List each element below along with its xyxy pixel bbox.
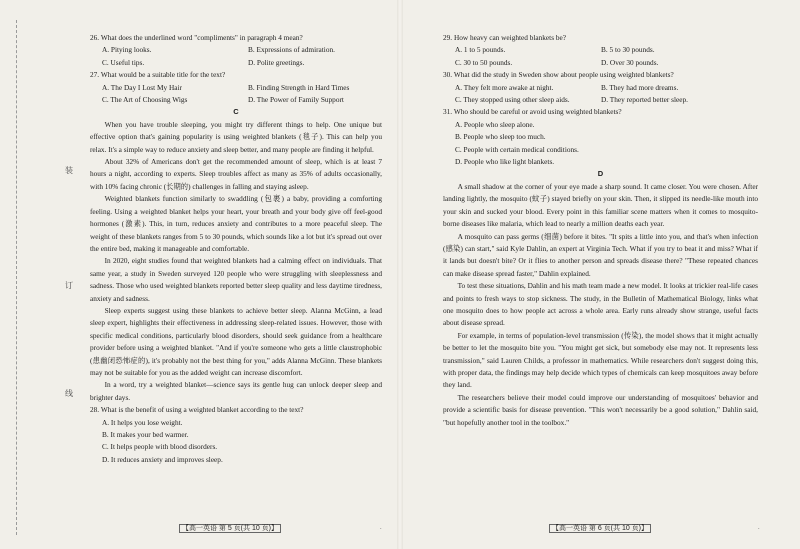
option-b: B. Finding Strength in Hard Times <box>248 82 350 92</box>
option-d: D. It reduces anxiety and improves sleep. <box>102 454 223 464</box>
option-c: C. Useful tips. <box>102 57 145 67</box>
option-a: A. 1 to 5 pounds. <box>455 45 506 55</box>
option-a: A. Pitying looks. <box>102 45 152 55</box>
corner-mark: · <box>757 524 760 533</box>
page-number-label: 【高一英语 第 5 页(共 10 页)】 <box>179 524 281 533</box>
question-stem: 29. How heavy can weighted blankets be? <box>443 33 566 42</box>
option-d: D. People who like light blankets. <box>455 157 555 167</box>
option-b: B. People who sleep too much. <box>455 132 546 142</box>
question-29 <box>443 32 758 69</box>
option-c: C. People with certain medical conditions. <box>455 144 579 154</box>
question-stem: 26. What does the underlined word "compliments" in paragraph 4 mean? <box>90 33 303 42</box>
paragraph: When you have trouble sleeping, you might try different things to help. One unique but effective option that's gaining popularity is using weighted blankets (毯子). This can help you relax. It's a simple way to reduce anxiety and sleep better, and many people are finding it helpful. <box>90 119 382 154</box>
question-30 <box>443 69 758 106</box>
question-28 <box>90 404 382 466</box>
option-a: A. It helps you lose weight. <box>102 417 183 427</box>
page-footer <box>0 523 400 535</box>
question-stem: 31. Who should be careful or avoid using weighted blankets? <box>443 107 622 117</box>
paragraph: A mosquito can pass germs (细菌) before it bites. "It spits a little into you, and that's when infection (感染) can start," said Kyle Dahlin, an expert at Virginia Tech. What if you try to beat it and miss? What if it lands but doesn't bite? Or it flies to another person and spreads disease there? "These repeated chances can make disease spread faster," Dahlin explained. <box>443 231 758 278</box>
paragraph: For example, in terms of population-level transmission (传染), the model shows that it might actually be better to let the mosquito bite you. "You might get sick, but somebody else may not. It represents less transmission," said Lauren Childs, a professor in mathematics. While researchers don't suggest doing this, with proper data, the findings may help decide which types of chemicals can keep mosquitoes away before they land. <box>443 330 758 390</box>
passage-c <box>90 119 382 404</box>
option-d: D. The Power of Family Support <box>248 95 344 105</box>
question-26 <box>90 32 382 69</box>
option-b: B. They had more dreams. <box>601 82 679 92</box>
paragraph: To test these situations, Dahlin and his math team made a new model. It looks at trickier real-life cases and points to fresh ways to stop sickness. The study, in the Bulletin of Mathematical Biology, links what one mosquito does to how people act across a whole area. Early runs already show strange, useful facts about disease spread. <box>443 281 758 328</box>
passage-d <box>443 181 758 429</box>
option-b: B. 5 to 30 pounds. <box>601 45 655 55</box>
page-6 <box>400 0 800 549</box>
option-b: B. Expressions of admiration. <box>248 45 335 55</box>
option-c: C. They stopped using other sleep aids. <box>455 95 570 105</box>
option-d: D. Over 30 pounds. <box>601 57 659 67</box>
paragraph: Weighted blankets function similarly to swaddling (包裹) a baby, providing a comforting feeling. Using a weighted blanket helps your heart, your breath and your body give off feel-good hormones (激素). This, in turn, reduces anxiety and contributes to a more peaceful sleep. The weight of these blankets ranges from 5 to 30 pounds, which sounds like a lot but it's spread out over the entire bed, making it manageable and comfortable. <box>90 194 382 253</box>
paragraph: In 2020, eight studies found that weighted blankets had a calming effect on individuals. That same year, a study in Sweden surveyed 120 people who were struggling with sleeplessness and sadness. Those who used weighted blankets reported better sleep quality and less daytime tiredness, anxiety and sadness. <box>90 256 382 303</box>
option-c: C. 30 to 50 pounds. <box>455 57 513 67</box>
paragraph: About 32% of Americans don't get the recommended amount of sleep, which is at least 7 hours a night, according to experts. Sleep troubles affect as many as 35% of adults occasionally, with 10% facing chronic (长期的) challenges in falling and staying asleep. <box>90 157 382 191</box>
binding-char-ding: 订 <box>65 281 73 290</box>
option-a: A. The Day I Lost My Hair <box>102 82 182 92</box>
question-31 <box>443 106 758 168</box>
option-b: B. It makes your bed warmer. <box>102 430 189 439</box>
option-d: D. They reported better sleep. <box>601 95 688 105</box>
section-heading-d: D <box>597 169 604 179</box>
question-stem: 27. What would be a suitable title for the text? <box>90 70 226 80</box>
option-d: D. Polite greetings. <box>248 57 305 67</box>
corner-mark: · <box>379 524 382 533</box>
paragraph: Sleep experts suggest using these blankets to achieve better sleep. Alanna McGinn, a lead sleep expert, highlights their effectiveness in addressing sleep-related issues. However, those with specific medical conditions, particularly blood disorders, should seek guidance from a healthcare provider before using a weighted blanket. "And if you're someone who gets a little claustrophobic (患幽闭恐怖症的), it's probably not the best thing for you," adds Alanna McGinn. These blankets may not be suitable for you as the added weight can increase discomfort. <box>90 305 382 377</box>
question-stem: 30. What did the study in Sweden show about people using weighted blankets? <box>443 70 674 80</box>
page-footer <box>400 523 800 535</box>
paragraph: A small shadow at the corner of your eye made a sharp sound. It came closer. You were chosen. After landing lightly, the mosquito (蚊子) stayed briefly on your skin. Then, it slipped its needle-like mouth into your skin and sucked your blood. Every point in this familiar scene matters when it comes to mosquito-borne diseases like malaria, which lead to nearly a million deaths each year. <box>443 181 758 229</box>
option-a: A. People who sleep alone. <box>455 119 535 129</box>
section-heading-c: C <box>233 107 239 117</box>
paragraph: In a word, try a weighted blanket—science says its gentle hug can unlock deeper sleep and brighter days. <box>90 380 382 402</box>
option-a: A. They felt more awake at night. <box>455 82 554 92</box>
binding-char-zhuang: 装 <box>65 166 73 175</box>
question-stem: 28. What is the benefit of using a weighted blanket according to the text? <box>90 405 304 415</box>
option-c: C. The Art of Choosing Wigs <box>102 95 188 105</box>
binding-char-xian: 线 <box>65 389 73 398</box>
question-27 <box>90 69 382 106</box>
paragraph: The researchers believe their model could improve our understanding of mosquitoes' behavior and provide a scientific basis for disease prevention. "This won't necessarily be a good solution," Dahlin said, "but hopefully another tool in the toolbox." <box>443 392 758 427</box>
option-c: C. It helps people with blood disorders. <box>102 442 218 452</box>
page-number-label: 【高一英语 第 6 页(共 10 页)】 <box>549 524 651 533</box>
